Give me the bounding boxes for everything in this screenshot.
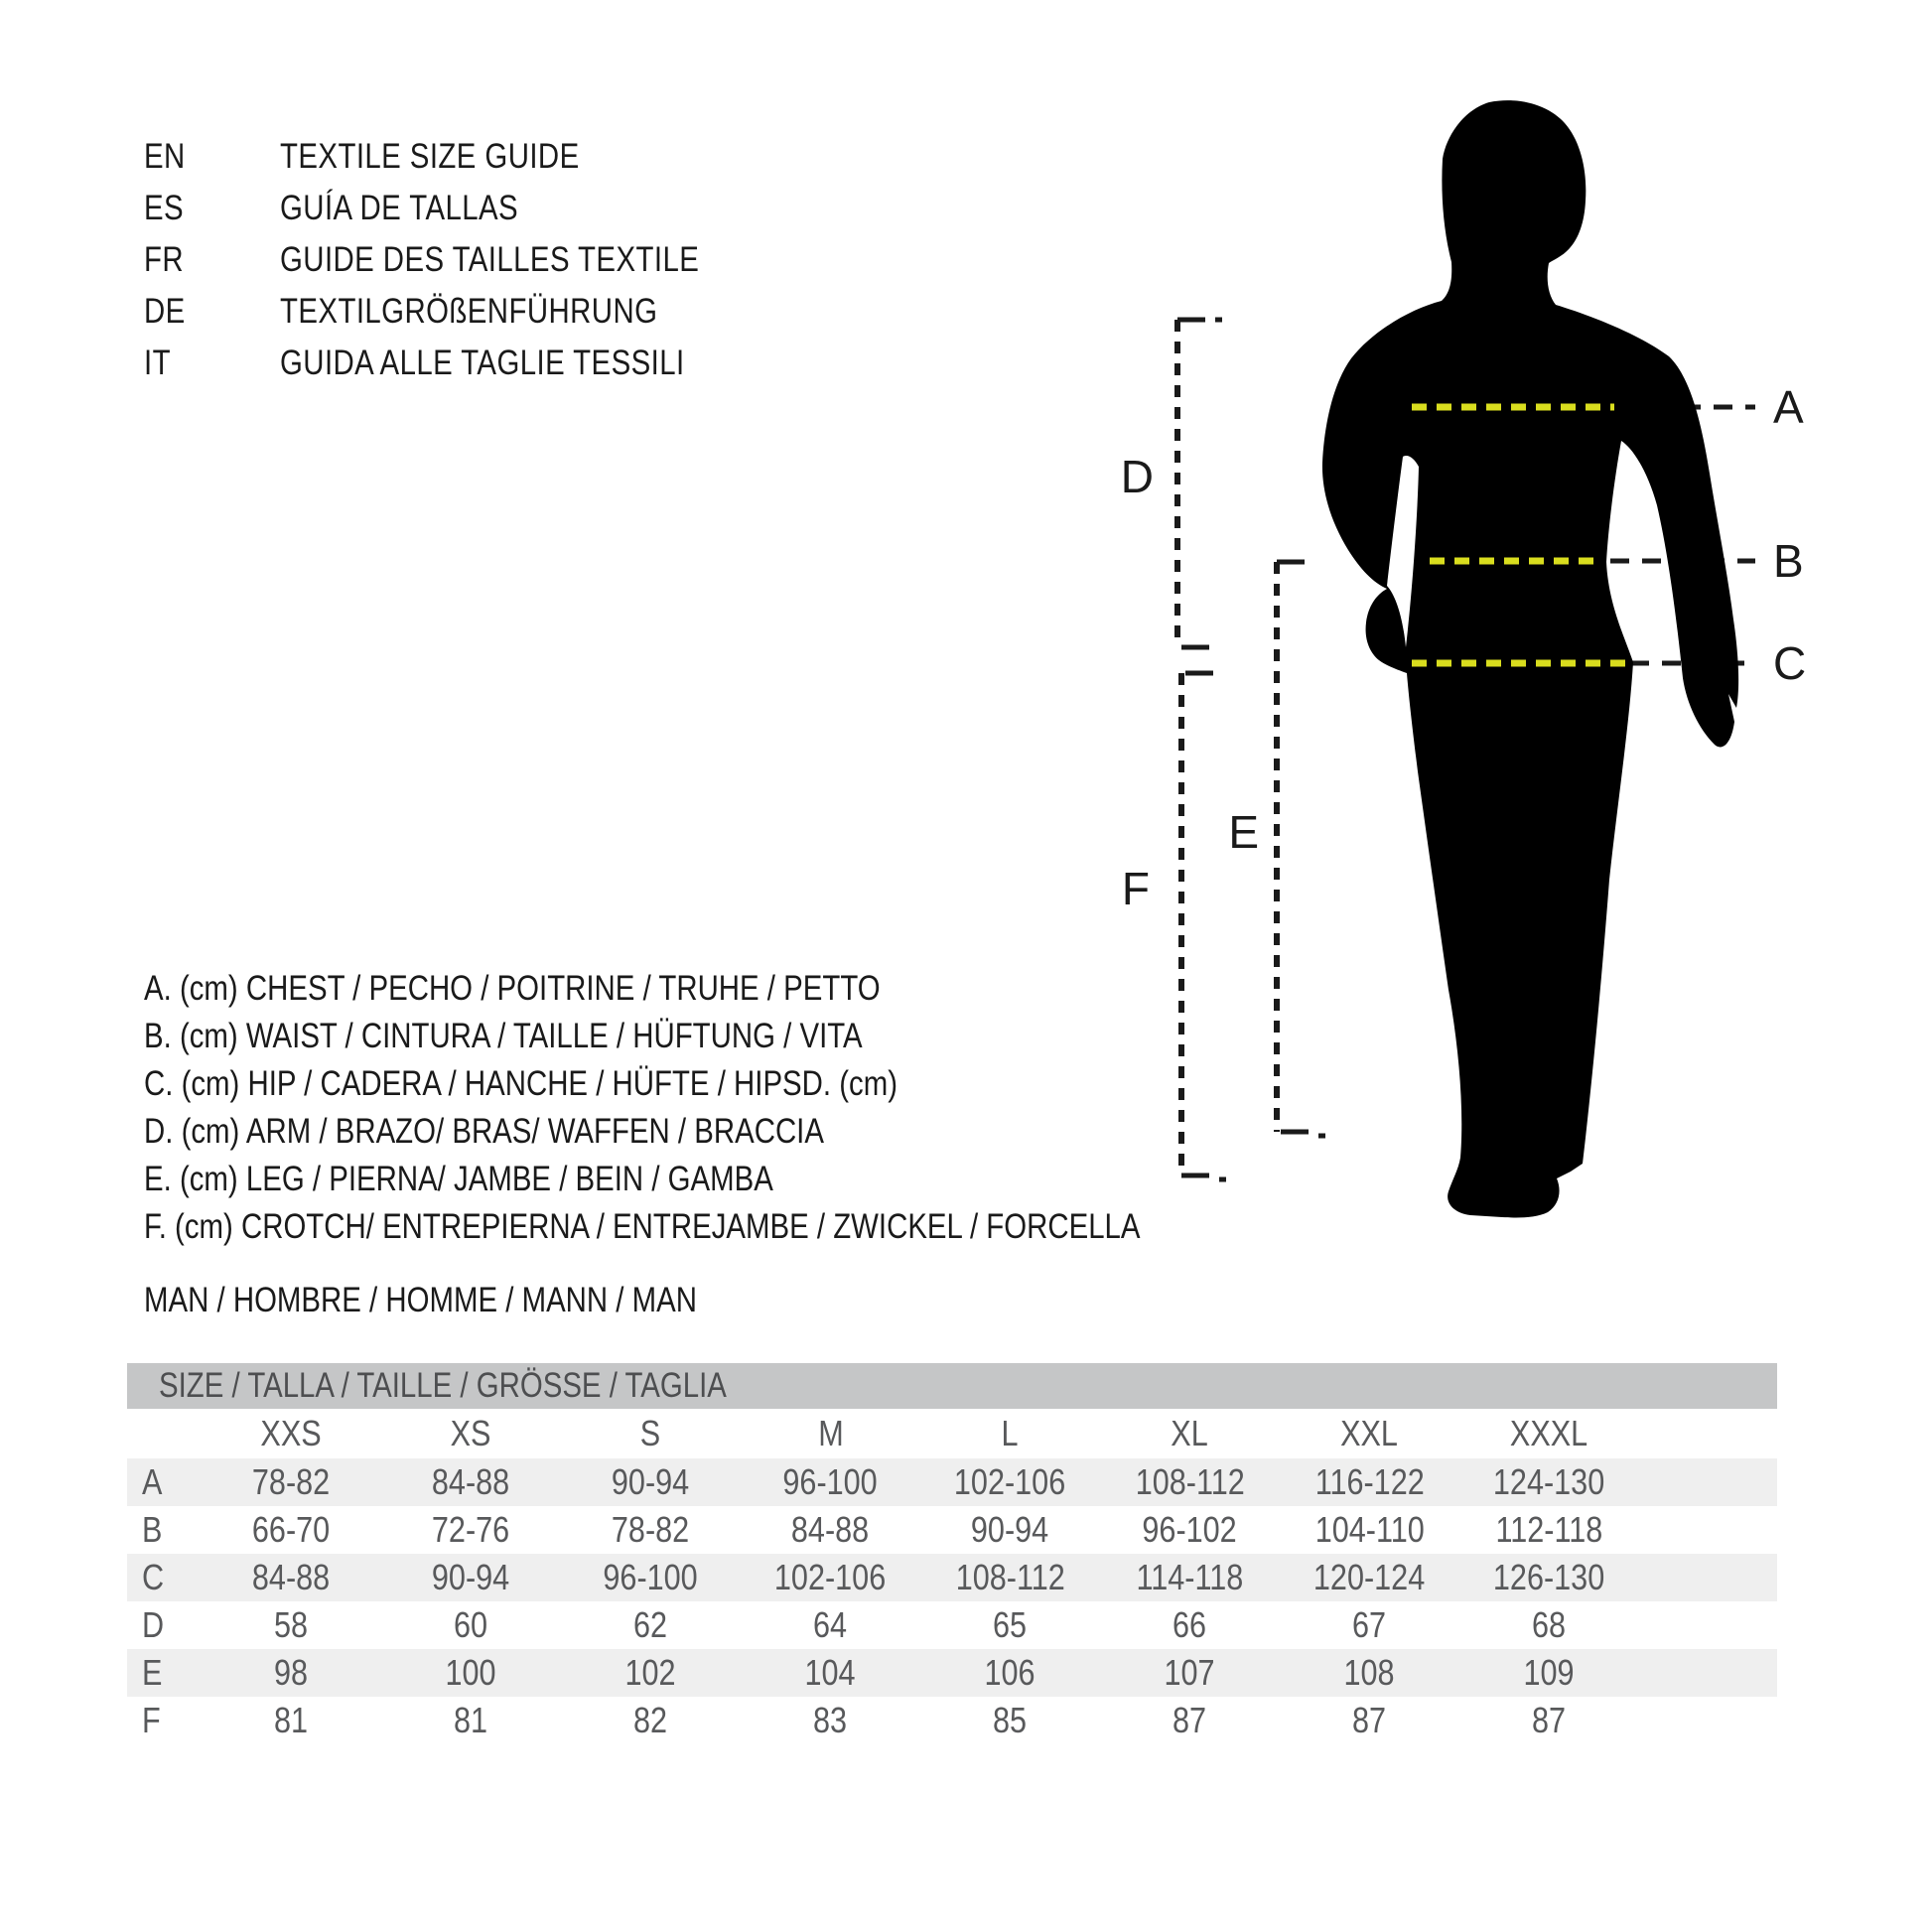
size-table-header-text: SIZE / TALLA / TAILLE / GRÖSSE / TAGLIA	[159, 1366, 727, 1405]
size-table-header-bar	[127, 1363, 1777, 1409]
table-cell: 108-112	[955, 1557, 1065, 1597]
table-cell: 104-110	[1314, 1509, 1425, 1550]
legend-line-chest: A. (cm) CHEST / PECHO / POITRINE / TRUHE / PETTO	[144, 969, 881, 1008]
table-cell: 114-118	[1136, 1557, 1244, 1597]
table-cell: 72-76	[432, 1509, 510, 1550]
table-cell: 90-94	[612, 1461, 690, 1502]
table-cell: 68	[1532, 1604, 1567, 1645]
guide-title: TEXTILE SIZE GUIDE	[280, 137, 580, 176]
table-cell: 108	[1343, 1652, 1396, 1693]
table-cell: 124-130	[1493, 1461, 1605, 1502]
table-cell: 98	[274, 1652, 309, 1693]
label-chest-A: A	[1773, 381, 1804, 433]
table-row-B	[127, 1506, 1777, 1554]
table-cell: 84-88	[252, 1557, 331, 1597]
label-hip-C: C	[1773, 637, 1807, 689]
language-code: EN	[144, 137, 186, 176]
table-cell: 90-94	[971, 1509, 1049, 1550]
legend-line-leg: E. (cm) LEG / PIERNA/ JAMBE / BEIN / GAMBA	[144, 1160, 773, 1198]
guide-title: GUÍA DE TALLAS	[280, 189, 519, 227]
row-label: A	[142, 1461, 163, 1502]
table-cell: 64	[813, 1604, 848, 1645]
table-cell: 120-124	[1313, 1557, 1426, 1597]
table-cell: 58	[274, 1604, 309, 1645]
table-cell: 100	[445, 1652, 497, 1693]
table-cell: 78-82	[612, 1509, 690, 1550]
table-cell: 96-100	[782, 1461, 879, 1502]
size-col-xxs: XXS	[260, 1413, 323, 1453]
table-cell: 102-106	[774, 1557, 887, 1597]
table-cell: 85	[993, 1700, 1028, 1740]
table-row-D	[127, 1601, 1777, 1649]
size-col-xs: XS	[451, 1413, 491, 1453]
table-cell: 96-102	[1142, 1509, 1238, 1550]
size-col-s: S	[640, 1413, 661, 1453]
row-label: B	[142, 1509, 163, 1550]
table-cell: 67	[1352, 1604, 1387, 1645]
size-col-m: M	[817, 1413, 844, 1453]
table-cell: 81	[274, 1700, 309, 1740]
row-label: F	[142, 1700, 161, 1740]
table-cell: 62	[633, 1604, 668, 1645]
table-row-C	[127, 1554, 1777, 1601]
man-silhouette	[1322, 100, 1738, 1217]
table-cell: 104	[804, 1652, 857, 1693]
table-cell: 90-94	[432, 1557, 510, 1597]
label-crotch-F: F	[1121, 863, 1150, 914]
table-cell: 65	[993, 1604, 1028, 1645]
legend-line-arm: D. (cm) ARM / BRAZO/ BRAS/ WAFFEN / BRACCIA	[144, 1112, 824, 1151]
size-col-l: L	[1001, 1413, 1020, 1453]
table-cell: 116-122	[1314, 1461, 1425, 1502]
table-cell: 102-106	[954, 1461, 1066, 1502]
table-row-E	[127, 1649, 1777, 1697]
table-cell: 83	[813, 1700, 848, 1740]
table-cell: 87	[1532, 1700, 1567, 1740]
row-label: D	[142, 1604, 165, 1645]
language-code: IT	[144, 344, 171, 382]
table-cell: 112-118	[1495, 1509, 1603, 1550]
size-col-xxl: XXL	[1340, 1413, 1399, 1453]
label-leg-E: E	[1228, 806, 1259, 858]
table-cell: 96-100	[603, 1557, 699, 1597]
table-cell: 107	[1164, 1652, 1216, 1693]
table-cell: 78-82	[252, 1461, 331, 1502]
guide-title: GUIDE DES TAILLES TEXTILE	[280, 240, 700, 279]
size-columns-row	[127, 1409, 1777, 1458]
guide-title: TEXTILGRÖßENFÜHRUNG	[280, 292, 658, 331]
row-label: E	[142, 1652, 163, 1693]
language-code: ES	[144, 189, 185, 227]
table-cell: 66	[1173, 1604, 1207, 1645]
table-cell: 82	[633, 1700, 668, 1740]
table-cell: 109	[1523, 1652, 1576, 1693]
size-table	[127, 1363, 1777, 1744]
table-cell: 106	[984, 1652, 1036, 1693]
table-cell: 126-130	[1493, 1557, 1605, 1597]
table-cell: 84-88	[432, 1461, 510, 1502]
size-col-xl: XL	[1171, 1413, 1209, 1453]
language-code: DE	[144, 292, 186, 331]
table-row-F	[127, 1697, 1777, 1744]
label-waist-B: B	[1773, 535, 1804, 587]
legend-line-crotch: F. (cm) CROTCH/ ENTREPIERNA / ENTREJAMBE / ZWICKEL / FORCELLA	[144, 1207, 1141, 1246]
table-cell: 81	[454, 1700, 488, 1740]
language-code: FR	[144, 240, 185, 279]
table-cell: 87	[1352, 1700, 1387, 1740]
gender-line-text: MAN / HOMBRE / HOMME / MANN / MAN	[144, 1281, 697, 1319]
label-arm-D: D	[1120, 451, 1154, 502]
legend-line-waist: B. (cm) WAIST / CINTURA / TAILLE / HÜFTUNG / VITA	[144, 1017, 863, 1055]
table-cell: 102	[624, 1652, 677, 1693]
guide-title: GUIDA ALLE TAGLIE TESSILI	[280, 344, 685, 382]
table-cell: 84-88	[791, 1509, 870, 1550]
table-cell: 60	[454, 1604, 488, 1645]
row-label: C	[142, 1557, 165, 1597]
table-cell: 87	[1173, 1700, 1207, 1740]
table-row-A	[127, 1458, 1777, 1506]
table-cell: 66-70	[252, 1509, 331, 1550]
legend-line-hip: C. (cm) HIP / CADERA / HANCHE / HÜFTE / HIPSD. (cm)	[144, 1064, 898, 1103]
table-cell: 108-112	[1135, 1461, 1245, 1502]
size-col-xxxl: XXXL	[1510, 1413, 1588, 1453]
